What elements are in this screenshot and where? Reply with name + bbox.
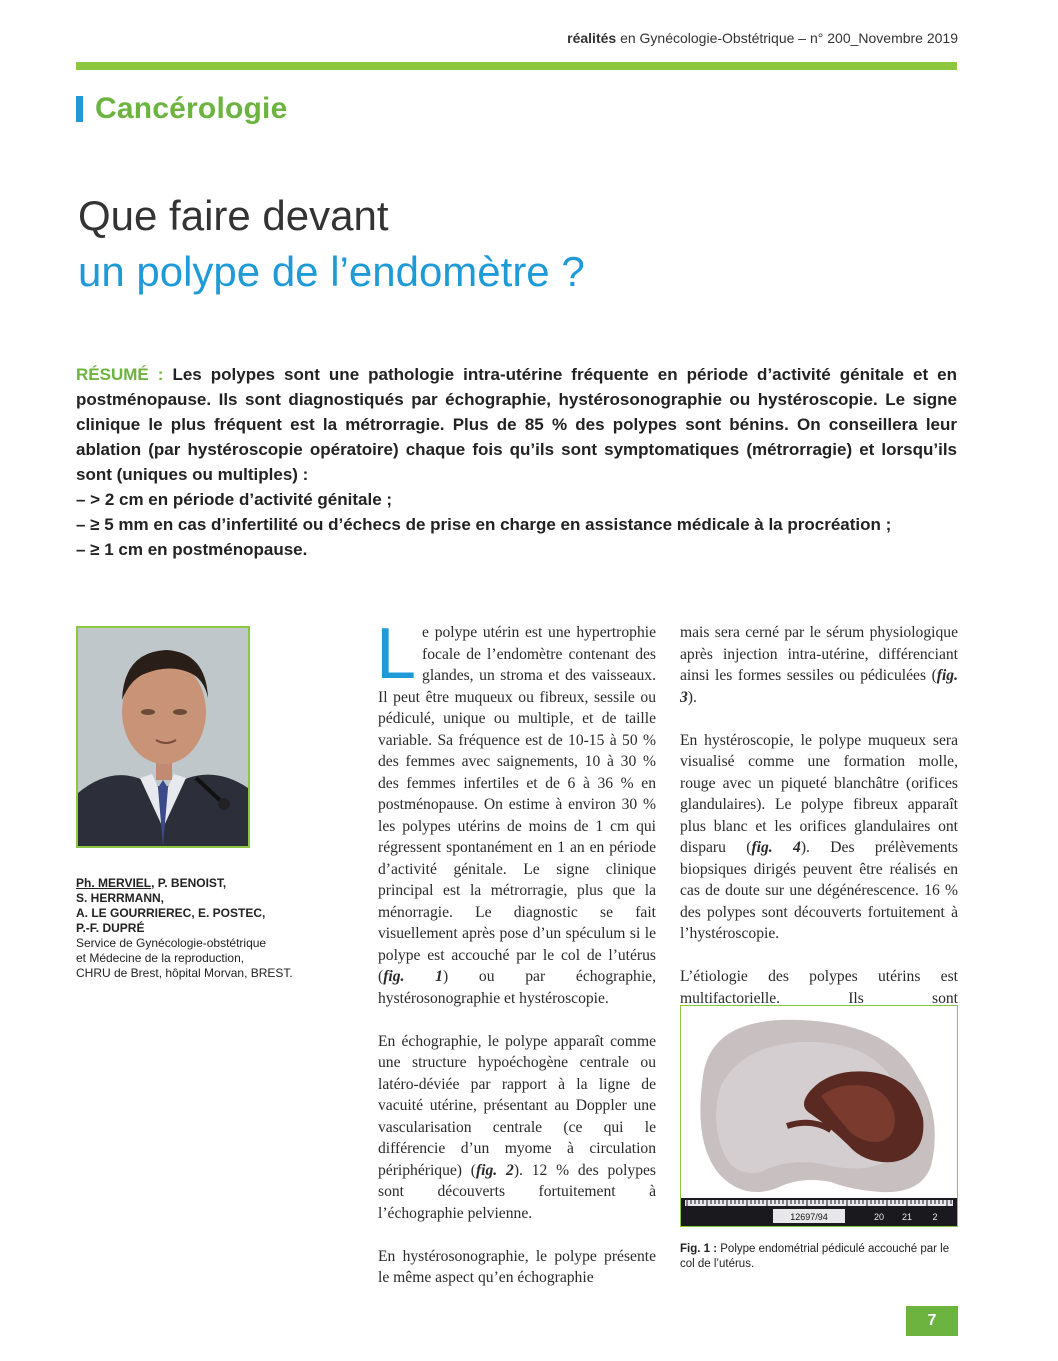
section-marker [76, 96, 83, 122]
polyp-specimen-image [681, 1006, 957, 1226]
figure-reference[interactable]: fig. 3 [680, 667, 958, 706]
figure-reference[interactable]: fig. 4 [751, 839, 801, 856]
body-paragraph [680, 622, 958, 708]
summary-text: Les polypes sont une pathologie intra-utérine fréquente en période d’activité génitale et en postménopause. Ils sont diagnostiqués par échographie, hystérosonographie ou hystéroscopie. Le signe clinique le plus fréquent est la métrorragie. Plus de 85 % des polypes sont bénins. On conseillera leur ablation (par hystéroscopie opératoire) chaque fois qu’ils sont symptomatiques (métrorragie) et lorsqu’ils sont (uniques ou multiples) : [76, 365, 957, 484]
header-rule [76, 62, 957, 70]
body-text: En échographie, le polype apparaît comme une structure hypoéchogène centrale ou latéro-déviée par rapport à la ligne de vacuité utérine, présentant au Doppler une vascularisation centrale (ce qui le différencie d’un myome à circulation périphérique) ( [378, 1032, 656, 1179]
summary-item: – > 2 cm en période d’activité génitale ; [76, 490, 393, 509]
body-text: e polype utérin est une hypertrophie focale de l’endomètre contenant des glandes, un stroma et des vaisseaux. Il peut être muqueux ou fibreux, sessile ou pédiculé, unique ou multiple, et de taille variable. Sa fréquence est de 10-15 à 50 % des femmes avec saignements, 10 à 30 % des femmes infertiles et de 6 à 36 % en postménopause. On estime à environ 30 % les polypes utérins de moins de 1 cm qui régressent spontanément en 1 an en période d’activité génitale. Le signe clinique principal est la métrorragie, plus que la ménorragie. Le diagnostic se fait visuellement après pose d’un spéculum si le polype est accouché par le col de l’utérus ( [378, 624, 656, 985]
author-block [76, 876, 316, 981]
body-text: En hystéroscopie, le polype muqueux sera visualisé comme une formation molle, rouge avec un piqueté blanchâtre (orifices glandulaires). Le polype fibreux apparaît plus blanc et les orifices glandulaires ont disparu ( [680, 731, 958, 856]
affiliation-line3: CHRU de Brest, hôpital Morvan, BREST. [76, 966, 293, 980]
figure-caption-text: Polype endométrial pédiculé accouché par le col de l’utérus. [680, 1243, 950, 1270]
section-label: Cancérologie [95, 92, 288, 125]
section-heading [76, 92, 287, 126]
ruler-number: 21 [901, 1212, 913, 1222]
ruler-label: 12697/94 [790, 1212, 828, 1222]
body-paragraph: En hystérosonographie, le polype présente le même aspect qu’en échographie [378, 1247, 656, 1286]
figure-caption-label: Fig. 1 : [680, 1243, 718, 1255]
article-title-line1: Que faire devant [78, 192, 389, 239]
body-text: ) ou par échographie, hystérosonographie et hystéroscopie. [378, 968, 656, 1007]
body-paragraph: L’étiologie des polypes utérins est multifactorielle. Ils sont [680, 968, 958, 1007]
body-paragraph [376, 614, 656, 1009]
summary-item: – ≥ 5 mm en cas d’infertilité ou d’échecs de prise en charge en assistance médicale à la procréation ; [76, 515, 892, 534]
affiliation-line1: Service de Gynécologie-obstétrique [76, 936, 267, 950]
summary-block [76, 362, 957, 562]
journal-issue: en Gynécologie-Obstétrique – n° 200_Novembre 2019 [620, 30, 958, 46]
author-names [76, 876, 316, 936]
running-header [567, 30, 958, 46]
body-text: ). 12 % des polypes sont découverts fortuitement à l’échographie pelvienne. [378, 1161, 656, 1222]
drop-cap: L [376, 614, 417, 694]
journal-name: réalités [567, 30, 617, 46]
body-text: ). [687, 688, 697, 706]
author-portrait-illustration [78, 628, 248, 846]
author-affiliation [76, 936, 316, 981]
author-line4: P.-F. DUPRÉ [76, 921, 145, 935]
article-title-line2: un polype de l’endomètre ? [78, 248, 585, 295]
summary-label: RÉSUMÉ : [76, 365, 164, 384]
author-photo [76, 626, 250, 848]
body-paragraph [680, 730, 958, 945]
figure-caption [680, 1242, 960, 1272]
lead-author: Ph. MERVIEL [76, 876, 152, 890]
author-line2: S. HERRMANN, [76, 891, 165, 905]
body-paragraph [378, 1031, 656, 1225]
body-column-1 [376, 614, 656, 1310]
figure-reference[interactable]: fig. 2 [475, 1161, 514, 1179]
page-number: 7 [906, 1306, 958, 1336]
ruler-number: 2 [932, 1212, 938, 1222]
author-line1-rest: , P. BENOIST, [151, 876, 227, 890]
summary-paragraph [76, 362, 957, 487]
author-line3: A. LE GOURRIEREC, E. POSTEC, [76, 906, 266, 920]
figure-1 [680, 1005, 958, 1227]
affiliation-line2: et Médecine de la reproduction, [76, 951, 245, 965]
figure-reference[interactable]: fig. 1 [383, 968, 443, 985]
body-text: ). Des prélèvements biopsiques dirigés peuvent être réalisés en cas de doute sur une dégénérescence. 16 % des polypes sont découverts fortuitement à l’hystéroscopie. [680, 839, 958, 942]
summary-item: – ≥ 1 cm en postménopause. [76, 540, 308, 559]
body-column-2 [680, 622, 958, 1052]
body-text: mais sera cerné par le sérum physiologique après injection intra-utérine, différenciant ainsi les formes sessiles ou pédiculées ( [680, 624, 958, 684]
ruler-number: 20 [873, 1212, 885, 1222]
